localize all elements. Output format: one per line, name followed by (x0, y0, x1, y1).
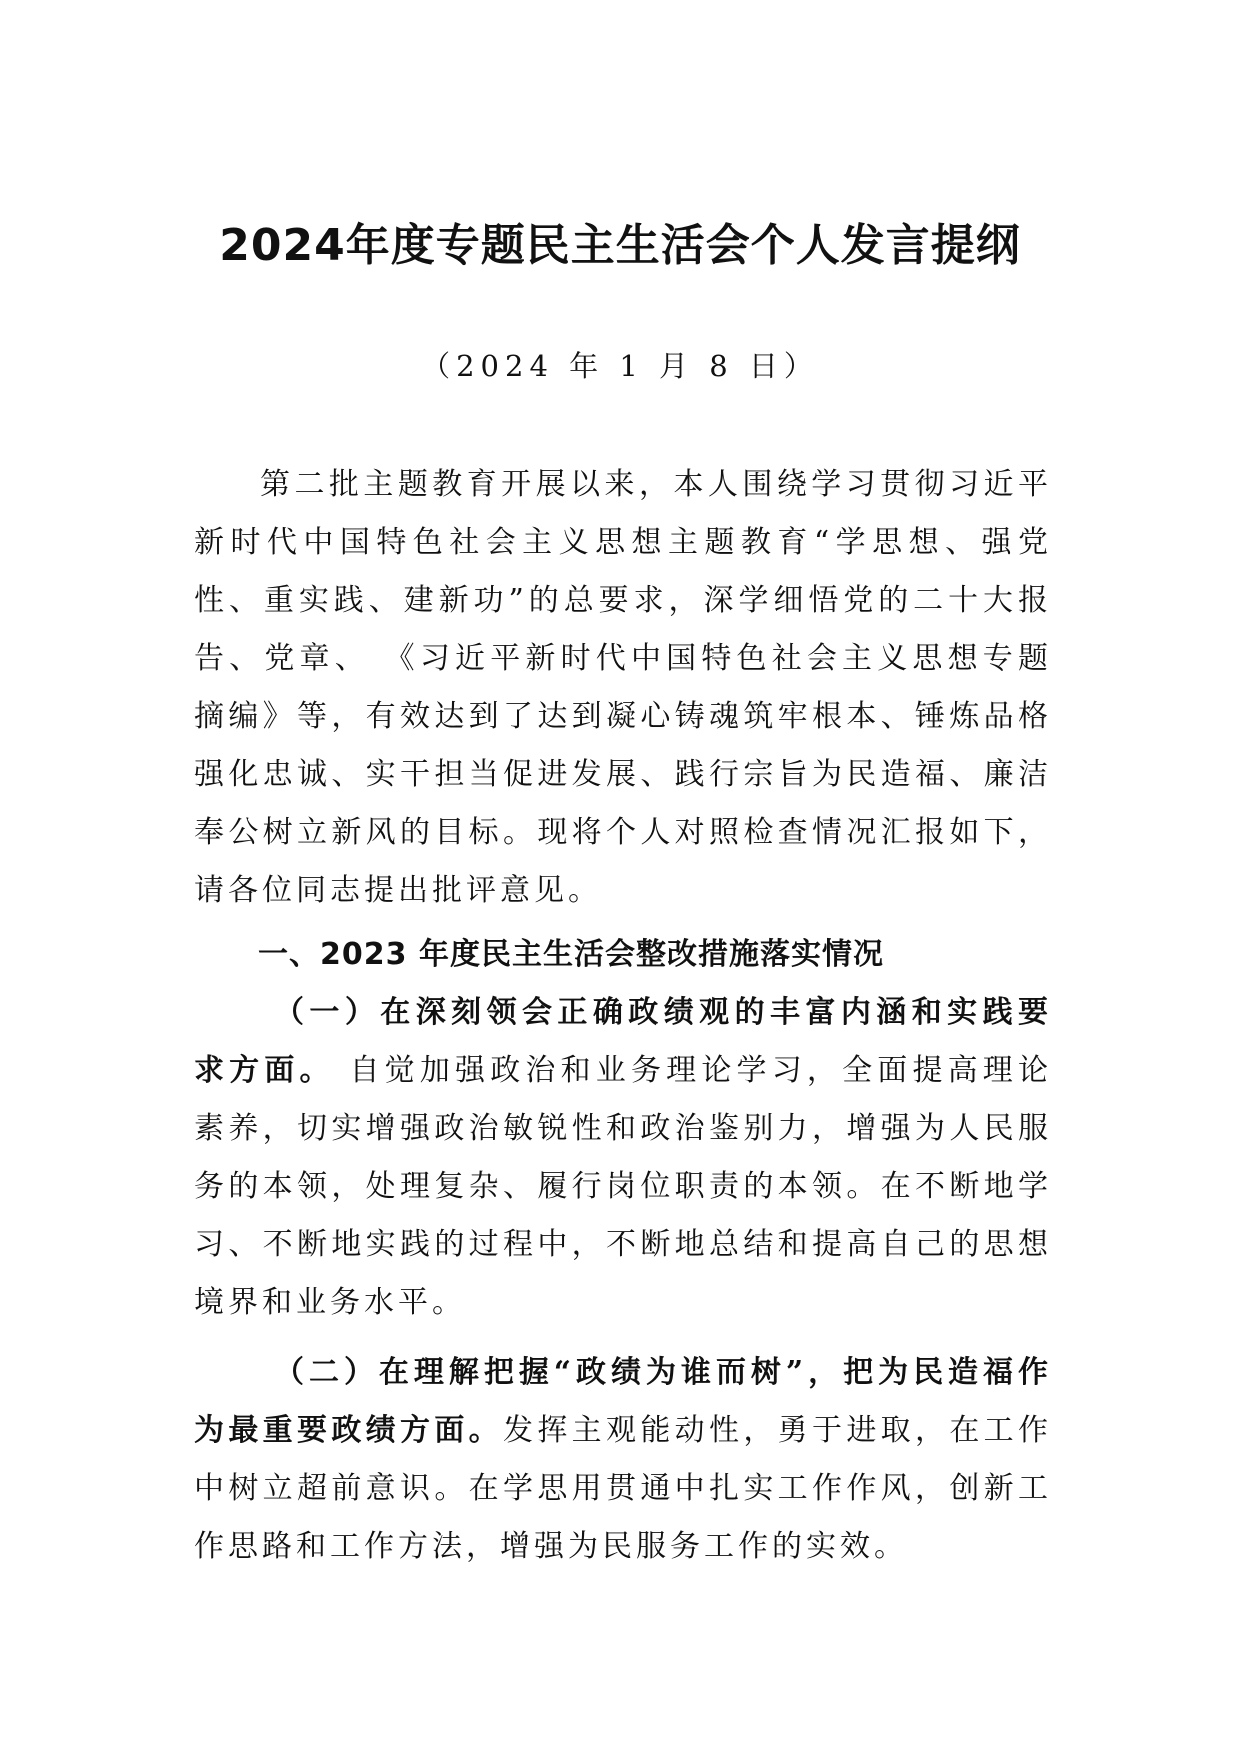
document-date: （2024 年 1 月 8 日） (421, 349, 819, 383)
intro-paragraph: 第二批主题教育开展以来，本人围绕学习贯彻习近平新时代中国特色社会主义思想主题教育“学思想、强党性、重实践、建新功”的总要求，深学细悟党的二十大报告、党章、 《习近平新时代中国特色社会主义思想专题摘编》等，有效达到了达到凝心铸魂筑牢根本、锤炼品格强化忠诚、实干担当促进发展、践行宗旨为民造福、廉洁奉公树立新风的目标。现将个人对照检查情况汇报如下，请各位同志提出批评意见。 (194, 467, 1052, 908)
document-body (194, 456, 1052, 1576)
section-heading: 一、2023 年度民主生活会整改措施落实情况 (258, 937, 884, 972)
subsection-1-text: 自觉加强政治和业务理论学习，全面提高理论素养，切实增强政治敏锐性和政治鉴别力，增强为人民服务的本领，处理复杂、履行岗位职责的本领。在不断地学习、不断地实践的过程中，不断地总结和提高自己的思想境界和业务水平。 (194, 1053, 1052, 1320)
subsection-2-text: 发挥主观能动性，勇于进取，在工作中树立超前意识。在学思用贯通中扎实工作作风，创新工作思路和工作方法，增强为民服务工作的实效。 (194, 1413, 1052, 1564)
subsection-1-lead: （一）在深刻领会正确政绩观的丰富内涵和实践要求方面。 (194, 995, 1052, 1088)
document-title: 2024年度专题民主生活会个人发言提纲 (219, 220, 1021, 271)
subsection-2 (194, 1344, 1052, 1576)
subsection-2-lead: （二）在理解把握“政绩为谁而树”，把为民造福作为最重要政绩方面。 (194, 1355, 1052, 1448)
subsection-1 (194, 984, 1052, 1332)
